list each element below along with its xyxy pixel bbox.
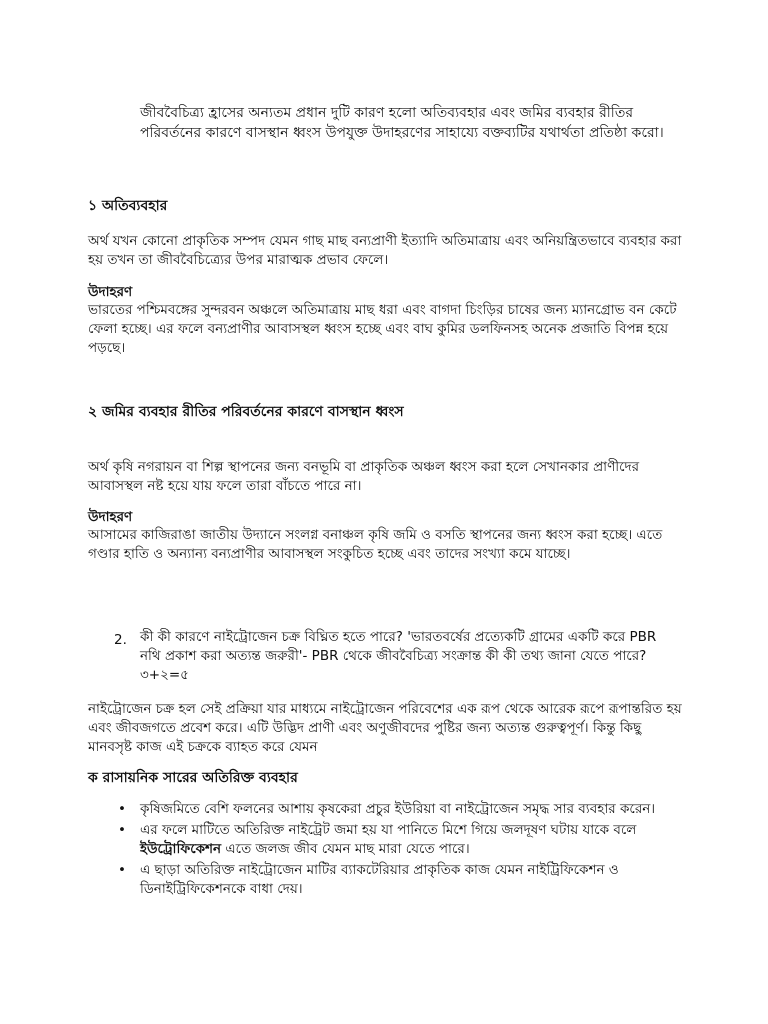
bullet-list [110,800,690,901]
section-2-example: আসামের কাজিরাঙা জাতীয় উদ্যানে সংলগ্ন বনাঞ্চল কৃষি জমি ও বসতি স্থাপনের জন্য ধ্বংস করা হচ্ছে। এতে গণ্ডার হাতি ও অন্যান্য বন্যপ্রাণীর আবাসস্থল সংকুচিত হচ্ছে এবং তাদের সংখ্যা কমে যাচ্ছে। [88,527,663,562]
bullet-dot: • [118,801,126,817]
question-1-text: জীববৈচিত্র্য হ্রাসের অন্যতম প্রধান দুটি কারণ হলো অতিব্যবহার এবং জমির ব্যবহার রীতির পরিবর্তনের কারণে বাসস্থান ধ্বংস উপযুক্ত উদাহরণের সাহায্যে বক্তব্যটির যথার্থতা প্রতিষ্ঠা করো। [140,105,664,141]
list-item [110,800,690,819]
bullet-text: এ ছাড়া অতিরিক্ত নাইট্রোজেন মাটির ব্যাকটেরিয়ার প্রাকৃতিক কাজ যেমন নাইট্রিফিকেশন ও ডিনাইট্রিফিকেশনকে বাধা দেয়। [140,862,619,897]
question-2-text: কী কী কারণে নাইট্রোজেন চক্র বিঘ্নিত হতে পারে? 'ভারতবর্ষের প্রত্যেকটি গ্রামের একটি করে PBR নথি প্রকাশ করা অত্যন্ত জরুরী'- PBR থেকে জীববৈচিত্র্য সংক্রান্ত কী কী তথ্য জানা যেতে পারে? ৩+২=৫ [140,629,657,683]
section-1-heading: ১ অতিব্যবহার [88,198,168,214]
section-1-example-label: উদাহরণ [88,284,133,300]
bullet-text: কৃষিজমিতে বেশি ফলনের আশায় কৃষকেরা প্রচুর ইউরিয়া বা নাইট্রোজেন সমৃদ্ধ সার ব্যবহার করেন। [140,801,656,817]
section-2-meaning: অর্থ কৃষি নগরায়ন বা শিল্প স্থাপনের জন্য বনভূমি বা প্রাকৃতিক অঞ্চল ধ্বংস করা হলে সেখানকার প্রাণীদের আবাসস্থল নষ্ট হয়ে যায় ফলে তারা বাঁচতে পারে না। [88,459,640,494]
question-2-number: 2. [114,632,127,648]
section-2-heading: ২ জমির ব্যবহার রীতির পরিবর্তনের কারণে বাসস্থান ধ্বংস [88,404,404,420]
nitrogen-cycle-intro: নাইট্রোজেন চক্র হল সেই প্রক্রিয়া যার মাধ্যমে নাইট্রোজেন পরিবেশের এক রূপ থেকে আরেক রূপে রূপান্তরিত হয় এবং জীবজগতে প্রবেশ করে। এটি উদ্ভিদ প্রাণী এবং অণুজীবদের পুষ্টির জন্য অত্যন্ত গুরুত্বপূর্ণ। কিন্তু কিছু মানবসৃষ্ট কাজ এই চক্রকে ব্যাহত করে যেমন [88,701,682,755]
bullet-dot: • [118,822,126,838]
list-item [110,861,690,899]
list-item [110,821,690,859]
section-2-example-label: উদাহরণ [88,509,133,525]
section-ka-heading: ক রাসায়নিক সারের অতিরিক্ত ব্যবহার [88,770,298,786]
bullet-dot: • [118,862,126,878]
eutrophication-term: ইউট্রোফিকেশন [140,841,222,857]
section-1-meaning: অর্থ যখন কোনো প্রাকৃতিক সম্পদ যেমন গাছ মাছ বন্যপ্রাণী ইত্যাদি অতিমাত্রায় এবং অনিয়ন্ত্রিতভাবে ব্যবহার করা হয় তখন তা জীববৈচিত্র্যের উপর মারাত্মক প্রভাব ফেলে। [88,233,682,268]
bullet-text-end: এতে জলজ জীব যেমন মাছ মারা যেতে পারে। [221,841,470,857]
bullet-text-start: এর ফলে মাটিতে অতিরিক্ত নাইট্রেট জমা হয় যা পানিতে মিশে গিয়ে জলদূষণ ঘটায় যাকে বলে [140,822,637,838]
section-1-example: ভারতের পশ্চিমবঙ্গের সুন্দরবন অঞ্চলে অতিমাত্রায় মাছ ধরা এবং বাগদা চিংড়ির চাষের জন্য ম্যানগ্রোভ বন কেটে ফেলা হচ্ছে। এর ফলে বন্যপ্রাণীর আবাসস্থল ধ্বংস হচ্ছে এবং বাঘ কুমির ডলফিনসহ অনেক প্রজাতি বিপন্ন হয়ে পড়ছে। [88,302,677,356]
